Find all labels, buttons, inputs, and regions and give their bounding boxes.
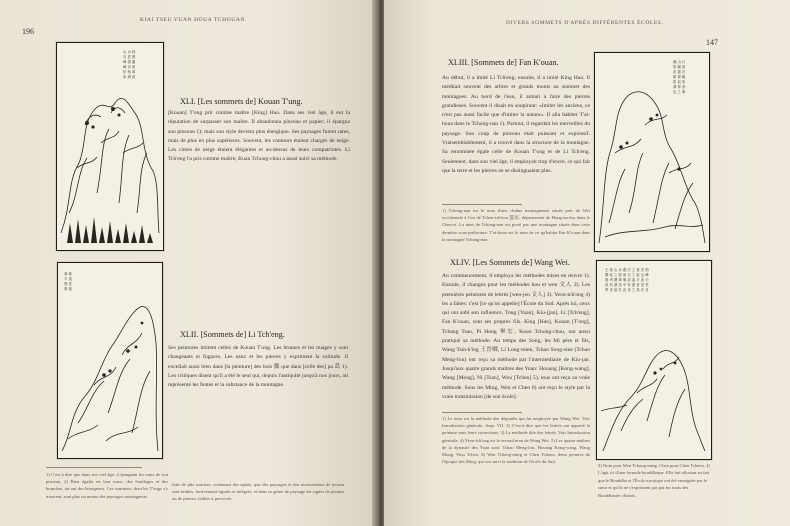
landscape-plate-fan-kouan [594,52,710,252]
landscape-plate-li-tcheng [57,262,163,459]
svg-text:平 遠: 平 遠 [64,277,72,281]
svg-text:松 柏 翠: 松 柏 翠 [123,70,136,74]
section-body-xlii: Ses peintures imitent celles de Kouan T'ong. Les brumes et les nuages y sont changeants et fugaces. Les eaux et les pierres y expriment la solitude. Il excellait aussi bien dans [la peinture] des bois 騰 que dans [celle des] pa 葛 1). Les critiques disent qu'il a été le seul qui, depuis l'antiquité jusqu'à nos jours, ait représenté les fentes et la substance de la montagne. [168,345,348,389]
svg-text:嶂 谷 深: 嶂 谷 深 [123,65,136,69]
footnote-rule-left [46,467,142,468]
landscape-plate-kouan-tong [56,42,164,251]
section-body-xliii: Au début, il a imité Li Tch'eng; ensuite, il a imité King Hao. Il méditait souvent des arbres et grands monts au sommet des montagnes. Au bord de l'eau, il aimait à faire des pierres grandioses. Souvent il disait en soupirant: «Imiter les anciens, ce n'est pas aussi facile que d'imiter la nature». Il alla habiter T'ai-houa dans le Tchong-nan 1). Partout, il regardait les merveilles du paysage. Son coup de pinceau était puissant et expressif. Vraisemblablement, il a trouvé dans la structure de la montagne. Sa renommée égale celle de Kouan T'ong et de Li Tch'eng. Seulement, dans son viel âge, il employait trop d'encre, ce qui fait que la terre et les pierres ne se distinguaient plus. [442,75,590,174]
section-heading-xli: XLI. [Les sommets de] Kouan T'ung. [180,97,303,106]
footnote-rule-right-1 [442,204,522,205]
landscape-illustration-3 [595,53,709,251]
svg-text:巒 秀 潤 筆 墨 清 遠 平 淡 天: 巒 秀 潤 筆 墨 清 遠 平 淡 天 [605,278,649,282]
svg-text:溪 山 行: 溪 山 行 [673,60,686,64]
left-page-number: 196 [22,27,34,36]
landscape-illustration-2 [58,263,162,458]
svg-text:旅 圖 意: 旅 圖 意 [673,65,686,69]
footnote-left: 1) C'est à dire que dans son viel âge, il épargnait les traits de son pinceau. 2) Bien égalés en leur tronc, des feuillages et des branches, on ont des bourgeons. Ces sommets, dont les T'ongs s'y trouvent, sont plus ou moins des paysages montagneux. [46,472,168,499]
landscape-illustration-4 [597,261,711,459]
svg-text:峰 巒 疊: 峰 巒 疊 [123,60,136,64]
left-running-header: KIAI TSEU YUAN HOUA TCHOUAN. [140,17,247,23]
plate-caption-footnote: 3) Nom pour Wen Tchong-ming. Chen pour Chen Tcheou. 4) L'agit ici d'une formule bouddhique. Elle fait allusion au fait que le Bouddha et l'École mystique ont été enseignés par le cœur et qu'ils ne s'expriment pas par les mots des Bouddhistes chinois. [598,463,710,498]
svg-text:渾 厚 者: 渾 厚 者 [673,85,686,89]
svg-text:范 寛 法: 范 寛 法 [673,70,686,74]
svg-text:石 雲 烟: 石 雲 烟 [123,55,136,59]
svg-text:真 所 謂 詩 中 有 畫 者 是 矣: 真 所 謂 詩 中 有 畫 者 是 矣 [605,283,649,287]
svg-text:拔 氣 象: 拔 氣 象 [673,80,686,84]
svg-text:山 水 林: 山 水 林 [123,50,136,54]
footnote-xliii: 1) Tchong-nan est le nom d'une chaîne montagneuse située près de Wei occidentale à l'est de Tchen-tch'eou 盩厔, département de Hong-an-fou dans le Chen-si. La nom de Tchong-nan est porté par une montagne située dans cette dernière sous-préfecture. T'ai-houa est le nom de ce qu'habita Fan K'ouan dans la montagne Tchong-nan. [442,208,590,242]
svg-text:王 維 山 水 畫 法 之 意 雲 烟: 王 維 山 水 畫 法 之 意 雲 烟 [605,268,649,272]
landscape-plate-wang-wei [596,260,712,460]
right-page-number: 147 [706,38,718,47]
right-page [384,0,790,526]
svg-text:寒 林: 寒 林 [64,272,72,276]
section-heading-xlii: XLII. [Sommets de] Li Tch'eng. [180,330,285,339]
svg-text:也 之 筆: 也 之 筆 [673,90,686,94]
left-page [0,0,376,526]
section-heading-xliv: XLIV. [Les Sommets de] Wang Wei. [450,258,570,267]
footnote-rule-right-2 [442,412,522,413]
svg-text:峯 巒: 峯 巒 [64,287,72,291]
svg-text:泉 流 清: 泉 流 清 [123,75,136,79]
landscape-illustration-1 [57,43,163,250]
section-heading-xliii: XLIII. [Sommets de] Fan K'ouan. [448,58,559,67]
footnotes-xliv: 1) Le tissu est la méthode des dégradés qui fut employée par Wang Wei. Voir Introduction générale, chap. VII. 2) C'est-à-dire que les lettrés ont apporté la peinture sans leurs corrections. 3) La méthode dite des lettrés. Voir Introduction générale. 4) Yeou-tch'ong est le second nom de Wang Wei. 5) Les quatre maîtres de la dynastie des Yuan sont: Tchao Meng-fou, Houang Kong-wang, Wang Mong, Wou Tchen. 6) Wen Tcheng-ming et Chen Tcheou, deux peintres de l'époque des Ming, qui ont suivi la tradition de l'école du Sud. [442,416,590,465]
svg-text:學 者 當 於 此 求 之 其 法 自: 學 者 當 於 此 求 之 其 法 自 [605,288,649,292]
footnote-left-continued: faits de plis sourires, contenant des aplats, que des paysages et des mouvements de terrain sont faibles, furtivement figurés et intégrés, et dans ce genre de paysage les signes de plaines ou de pierres, faibles à percevoir. [172,482,344,502]
svg-text:烟 雲: 烟 雲 [64,282,72,286]
section-body-xliv: Au commencement, il employa les méthodes mises en œuvre 1). Ensuite, il changea pour les méthodes hou et wen 文人 2). Les premières peintures de lettrés [wen-jen 文人] 3). Yeou-tch'ong 4) les a faites: c'est [ce qu'on appelle] l'École du Sud. Après lui, ceux qui ont subi son influence, Tong [Yuan], Kiu-[jan], Li [Tch'eng], Fan K'ouan, sont ses propres fils. King [Hao], Kouan [T'ong], Tchang Tsao, Pi Hong 畢宏, Kouo Tchong-chou, ont aussi pratiqué sa méthode. Au temps des Song, les Mi père et fils, Wang Tsin-k'ing 王晉卿, Li Long-mien, Tchao Song-siue (Tchao Meng-fou) ont reçu sa méthode par l'intermédiaire de Kiu-jan. Jusqu'aux quatre grands maîtres des Yuan: Houang [Kong-wang], Wang [Mong], Ni [Tsan], Wou [Tchen] 5), tous ont reçu sa vraie méthode. Sous les Ming, Wen et Chen 6) ont reçu le style par la vraie transmission [de son école]. [442,273,590,400]
svg-text:雄 偉 峻: 雄 偉 峻 [673,75,686,79]
right-running-header: DIVERS SOMMETS D'APRÈS DIFFÉRENTES ÉCOLES. [506,20,664,26]
section-body-xli: [Kouan] T'ong prit comme maître [King] Hao. Dans ses viel âge, il eut la réputation de surpasser son maître. Il abandonna pinceau et papier; il épargna son pinceau 1); mais son style devient plus énergique. Ses paysages furent rares, mais de plus en plus sapérieurs. Souvent, les contours étaient chargés de neige. Les cimes de neige étaient élégantes et au-dessus de leurs compatriotes. Li Tch'eng l'a pris comme maître; Kuan Tchong-chou a aussi suivi sa méthode. [168,110,350,163]
svg-text:變 化 之 妙 南 宗 之 祖 也 峰: 變 化 之 妙 南 宗 之 祖 也 峰 [605,273,649,277]
